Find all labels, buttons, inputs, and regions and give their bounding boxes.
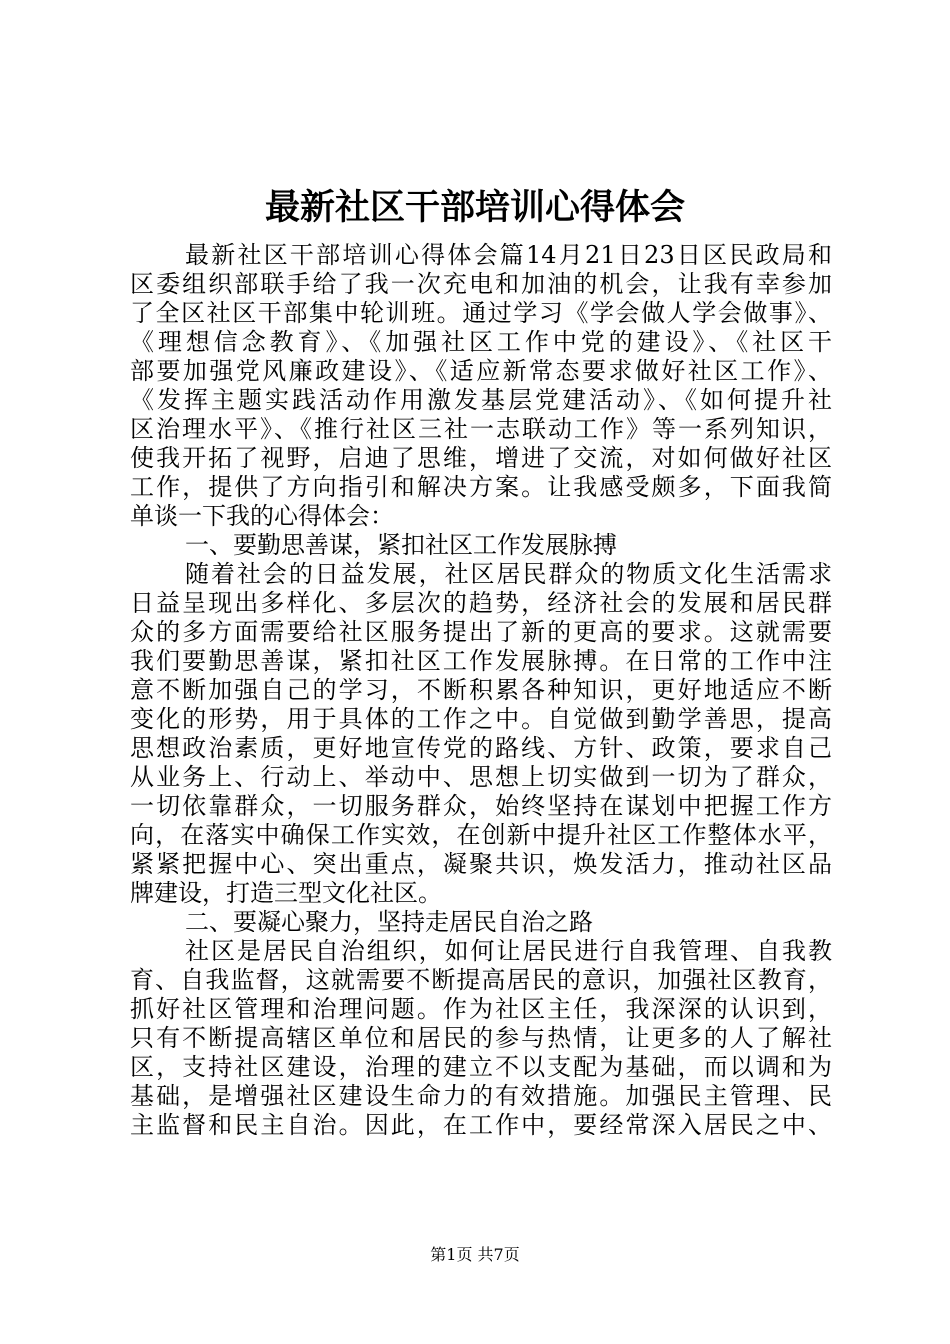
paragraph-intro [130, 241, 832, 531]
text-line: 部要加强党风廉政建设》、《适应新常态要求做好社区工作》、 [130, 357, 832, 385]
text-line: 区委组织部联手给了我一次充电和加油的机会，让我有幸参加 [130, 270, 832, 298]
page-number-footer: 第1页 共7页 [430, 1245, 520, 1264]
text-line: 向，在落实中确保工作实效，在创新中提升社区工作整体水平， [130, 821, 832, 849]
text-line: 区，支持社区建设，治理的建立不以支配为基础，而以调和为 [130, 1053, 832, 1081]
text-line: 工作，提供了方向指引和解决方案。让我感受颇多，下面我简 [130, 473, 832, 501]
text-line: 一切依靠群众，一切服务群众，始终坚持在谋划中把握工作方 [130, 792, 832, 820]
paragraph-section-1 [130, 560, 832, 908]
text-line: 随着社会的日益发展，社区居民群众的物质文化生活需求 [185, 560, 832, 588]
text-line: 区治理水平》、《推行社区三社一志联动工作》等一系列知识， [130, 415, 832, 443]
text-line: 思想政治素质，更好地宣传党的路线、方针、政策，要求自己 [130, 734, 832, 762]
page-title: 最新社区干部培训心得体会 [264, 187, 685, 228]
text-line: 最新社区干部培训心得体会篇14月21日23日区民政局和 [185, 241, 832, 269]
text-line: 社区是居民自治组织，如何让居民进行自我管理、自我教 [185, 937, 832, 965]
text-line: 抓好社区管理和治理问题。作为社区主任，我深深的认识到， [130, 995, 832, 1023]
text-line: 了全区社区干部集中轮训班。通过学习《学会做人学会做事》、 [130, 299, 832, 327]
document-body [130, 241, 832, 1140]
text-line: 《发挥主题实践活动作用激发基层党建活动》、《如何提升社 [130, 386, 832, 414]
paragraph-section-2 [130, 937, 832, 1140]
text-line: 我们要勤思善谋，紧扣社区工作发展脉搏。在日常的工作中注 [130, 647, 832, 675]
text-line: 从业务上、行动上、举动中、思想上切实做到一切为了群众， [130, 763, 832, 791]
text-line: 意不断加强自己的学习，不断积累各种知识，更好地适应不断 [130, 676, 832, 704]
text-line: 众的多方面需要给社区服务提出了新的更高的要求。这就需要 [130, 618, 832, 646]
text-line: 变化的形势，用于具体的工作之中。自觉做到勤学善思，提高 [130, 705, 832, 733]
section-heading-line: 一、要勤思善谋，紧扣社区工作发展脉搏 [185, 531, 617, 559]
text-line: 只有不断提高辖区单位和居民的参与热情，让更多的人了解社 [130, 1024, 832, 1052]
section-heading-2 [130, 908, 832, 937]
text-line: 基础，是增强社区建设生命力的有效措施。加强民主管理、民 [130, 1082, 832, 1110]
text-line: 主监督和民主自治。因此，在工作中，要经常深入居民之中、 [130, 1111, 832, 1139]
text-line: 单谈一下我的心得体会： [130, 502, 394, 530]
text-line: 紧紧把握中心、突出重点，凝聚共识，焕发活力，推动社区品 [130, 850, 832, 878]
text-line: 《理想信念教育》、《加强社区工作中党的建设》、《社区干 [130, 328, 832, 356]
text-line: 日益呈现出多样化、多层次的趋势，经济社会的发展和居民群 [130, 589, 832, 617]
section-heading-1 [130, 531, 832, 560]
text-line: 使我开拓了视野，启迪了思维，增进了交流，对如何做好社区 [130, 444, 832, 472]
section-heading-line: 二、要凝心聚力，坚持走居民自治之路 [185, 908, 593, 936]
text-line: 牌建设，打造三型文化社区。 [130, 879, 442, 907]
text-line: 育、自我监督，这就需要不断提高居民的意识，加强社区教育， [130, 966, 832, 994]
